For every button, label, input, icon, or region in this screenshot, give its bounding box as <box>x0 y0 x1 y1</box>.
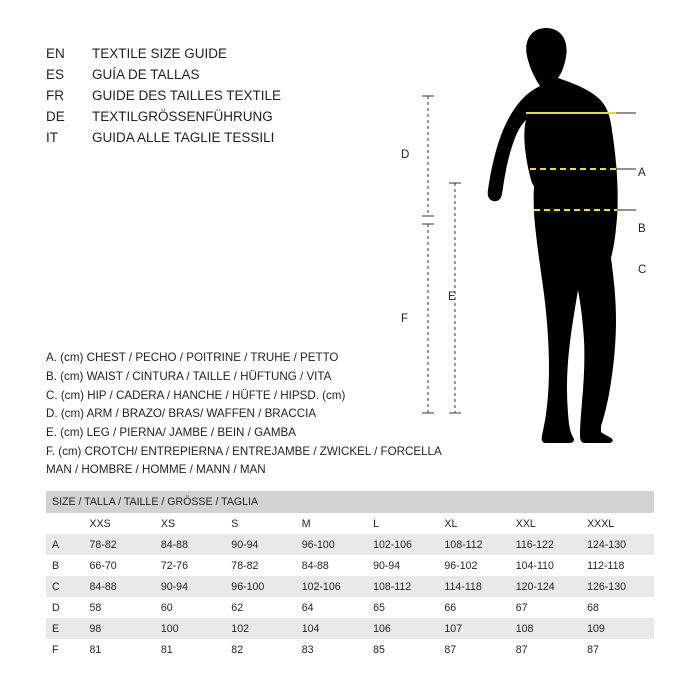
cell-d-xxxl: 68 <box>581 597 654 618</box>
cell-e-xl: 107 <box>438 618 509 639</box>
language-title-block <box>46 44 376 149</box>
marker-label-a: A <box>638 167 646 179</box>
cell-c-s: 96-100 <box>225 576 295 597</box>
table-col-s: S <box>225 513 295 534</box>
cell-d-s: 62 <box>225 597 295 618</box>
table-band-row <box>46 491 654 513</box>
row-label-d: D <box>46 597 84 618</box>
cell-c-xs: 90-94 <box>155 576 225 597</box>
cell-a-xs: 84-88 <box>155 534 225 555</box>
table-col-xxxl: XXXL <box>581 513 654 534</box>
cell-b-xs: 72-76 <box>155 555 225 576</box>
marker-label-f: F <box>401 313 409 325</box>
cell-b-xxs: 66-70 <box>84 555 155 576</box>
table-row <box>46 618 654 639</box>
table-band-title: SIZE / TALLA / TAILLE / GRÖSSE / TAGLIA <box>46 491 654 513</box>
cell-b-m: 84-88 <box>296 555 367 576</box>
row-label-a: A <box>46 534 84 555</box>
table-row <box>46 639 654 660</box>
table-col-xxl: XXL <box>510 513 581 534</box>
cell-a-xxl: 116-122 <box>510 534 581 555</box>
cell-e-xs: 100 <box>155 618 225 639</box>
legend-line-f: F. (cm) CROTCH/ ENTREPIERNA / ENTREJAMBE / ZWICKEL / FORCELLA <box>46 444 442 458</box>
cell-c-xxxl: 126-130 <box>581 576 654 597</box>
language-title: TEXTILGRÖSSENFÜHRUNG <box>92 108 273 124</box>
table-col-l: L <box>367 513 438 534</box>
legend-line-c: C. (cm) HIP / CADERA / HANCHE / HÜFTE / HIPSD. (cm) <box>46 388 346 402</box>
language-title: GUIDE DES TAILLES TEXTILE <box>92 87 282 103</box>
cell-a-xl: 108-112 <box>438 534 509 555</box>
language-row <box>46 86 376 107</box>
row-label-b: B <box>46 555 84 576</box>
man-silhouette <box>488 28 618 443</box>
cell-c-xxl: 120-124 <box>510 576 581 597</box>
language-row <box>46 44 376 65</box>
table-col-xl: XL <box>438 513 509 534</box>
cell-c-xxs: 84-88 <box>84 576 155 597</box>
marker-label-b: B <box>638 223 646 235</box>
cell-a-m: 96-100 <box>296 534 367 555</box>
marker-label-d: D <box>401 149 410 161</box>
language-code: ES <box>46 66 65 82</box>
cell-b-xl: 96-102 <box>438 555 509 576</box>
language-title: TEXTILE SIZE GUIDE <box>92 46 228 61</box>
language-code: DE <box>46 108 65 124</box>
language-row <box>46 65 376 86</box>
cell-d-xs: 60 <box>155 597 225 618</box>
cell-f-xxl: 87 <box>510 639 581 660</box>
language-code: IT <box>46 129 58 145</box>
row-label-f: F <box>46 639 84 660</box>
cell-f-s: 82 <box>225 639 295 660</box>
cell-e-l: 106 <box>367 618 438 639</box>
cell-d-l: 65 <box>367 597 438 618</box>
cell-e-xxxl: 109 <box>581 618 654 639</box>
row-label-c: C <box>46 576 84 597</box>
size-table <box>46 491 654 660</box>
table-corner-cell <box>46 513 84 534</box>
cell-d-xxl: 67 <box>510 597 581 618</box>
marker-label-e: E <box>448 291 456 303</box>
table-col-m: M <box>296 513 367 534</box>
cell-e-s: 102 <box>225 618 295 639</box>
gender-label: MAN / HOMBRE / HOMME / MANN / MAN <box>46 463 266 476</box>
language-code: EN <box>46 46 65 61</box>
marker-label-c: C <box>638 264 647 276</box>
cell-e-xxs: 98 <box>84 618 155 639</box>
cell-f-xl: 87 <box>438 639 509 660</box>
table-col-xxs: XXS <box>84 513 155 534</box>
table-row <box>46 555 654 576</box>
cell-e-xxl: 108 <box>510 618 581 639</box>
cell-b-xxxl: 112-118 <box>581 555 654 576</box>
cell-b-s: 78-82 <box>225 555 295 576</box>
cell-a-s: 90-94 <box>225 534 295 555</box>
legend-line-a: A. (cm) CHEST / PECHO / POITRINE / TRUHE / PETTO <box>46 351 339 364</box>
legend-line-b: B. (cm) WAIST / CINTURA / TAILLE / HÜFTUNG / VITA <box>46 369 332 383</box>
table-col-xs: XS <box>155 513 225 534</box>
cell-a-xxs: 78-82 <box>84 534 155 555</box>
cell-c-xl: 114-118 <box>438 576 509 597</box>
table-row <box>46 597 654 618</box>
cell-b-l: 90-94 <box>367 555 438 576</box>
language-title: GUÍA DE TALLAS <box>92 66 200 82</box>
table-row <box>46 576 654 597</box>
cell-c-l: 108-112 <box>367 576 438 597</box>
cell-d-xl: 66 <box>438 597 509 618</box>
cell-a-l: 102-106 <box>367 534 438 555</box>
cell-b-xxl: 104-110 <box>510 555 581 576</box>
legend-line-e: E. (cm) LEG / PIERNA/ JAMBE / BEIN / GAMBA <box>46 426 296 440</box>
cell-f-xs: 81 <box>155 639 225 660</box>
language-code: FR <box>46 87 64 103</box>
marker-leaders <box>616 113 636 210</box>
measurement-legend <box>46 349 476 462</box>
cell-f-m: 83 <box>296 639 367 660</box>
cell-f-xxxl: 87 <box>581 639 654 660</box>
table-row <box>46 534 654 555</box>
language-row <box>46 107 376 128</box>
cell-a-xxxl: 124-130 <box>581 534 654 555</box>
table-column-header-row <box>46 513 654 534</box>
cell-f-l: 85 <box>367 639 438 660</box>
cell-c-m: 102-106 <box>296 576 367 597</box>
cell-e-m: 104 <box>296 618 367 639</box>
legend-line-d: D. (cm) ARM / BRAZO/ BRAS/ WAFFEN / BRACCIA <box>46 407 317 421</box>
language-row <box>46 128 376 149</box>
cell-f-xxs: 81 <box>84 639 155 660</box>
row-label-e: E <box>46 618 84 639</box>
language-title: GUIDA ALLE TAGLIE TESSILI <box>92 129 275 145</box>
cell-d-xxs: 58 <box>84 597 155 618</box>
cell-d-m: 64 <box>296 597 367 618</box>
